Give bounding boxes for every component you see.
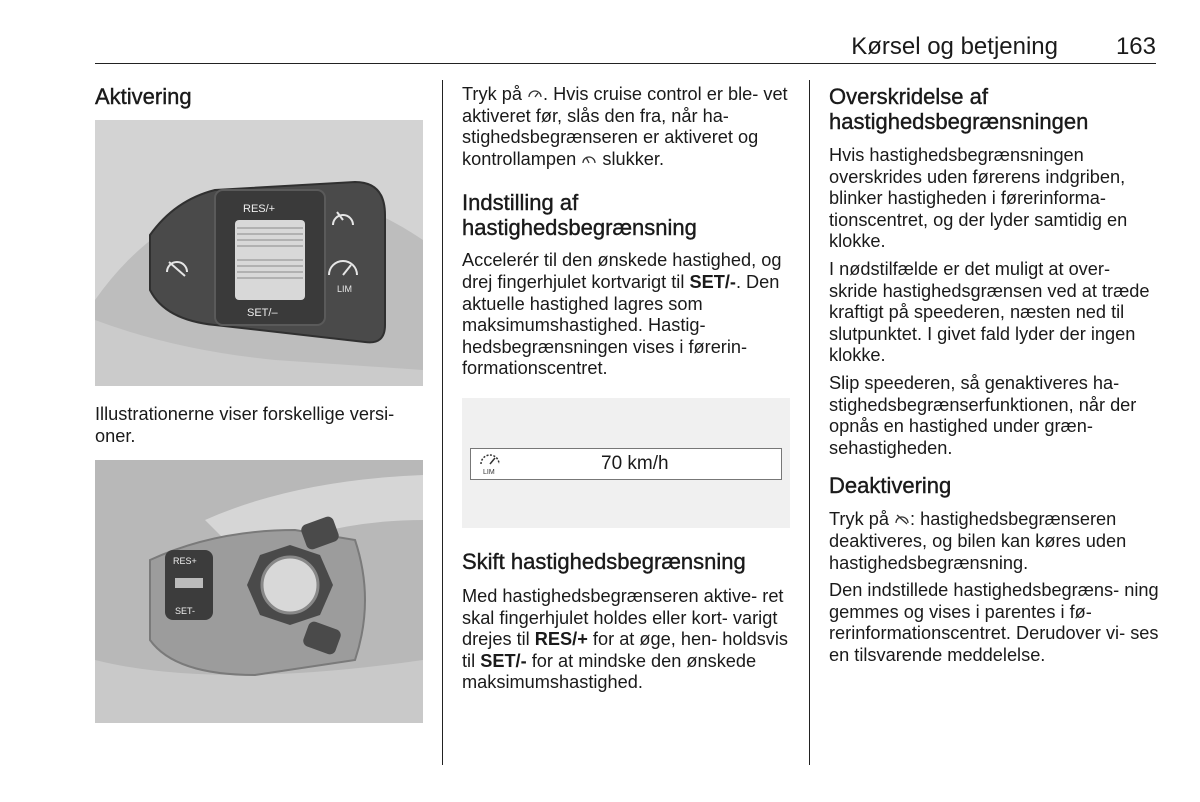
heading-aktivering: Aktivering xyxy=(95,84,192,109)
caption-text: Illustrationerne viser forskellige versi- oner. xyxy=(95,404,395,446)
steering-wheel-controls-photo-1 xyxy=(95,120,423,386)
page-header xyxy=(95,33,1156,64)
paragraph-deaktivering-2: Den indstillede hastighedsbegræns- ning gemmes og vises i parentes i fø- rerinformationscentret. Derudover vi- ses en tilsvarende meddelelse. xyxy=(829,580,1159,665)
column-left xyxy=(95,84,423,109)
intro-paragraph: Tryk på . Hvis cruise control er ble- vet aktiveret før, slås den fra, når ha- stighedsbegrænseren er aktiveret og kontrollampen slukker. xyxy=(462,84,788,169)
caption xyxy=(95,404,425,447)
cruise-control-icon xyxy=(581,152,597,166)
driver-info-display xyxy=(462,398,790,528)
res-label: RES+ xyxy=(173,556,197,566)
limiter-off-icon xyxy=(894,512,910,526)
column-divider xyxy=(442,80,443,765)
res-label: RES/+ xyxy=(243,203,276,215)
paragraph-overskridelse-3: Slip speederen, så genaktiveres ha- stighedsbegrænserfunktionen, når der opnås en hastighed under græn- sehastigheden. xyxy=(829,372,1137,458)
speed-limiter-icon xyxy=(527,87,543,101)
lim-label: LIM xyxy=(337,284,353,294)
heading-deaktivering: Deaktivering xyxy=(829,473,952,499)
steering-wheel-controls-photo-2 xyxy=(95,460,423,723)
set-label: SET/– xyxy=(247,307,278,319)
speed-value: 70 km/h xyxy=(601,453,669,474)
paragraph-overskridelse-1: Hvis hastighedsbegrænsningen overskrides uden førerens indgriben, blinker hastigheden i førerinforma- tionscentret, og der lyder samtidig en klokke. xyxy=(829,145,1128,252)
heading-indstilling: Indstilling af hastighedsbegrænsning xyxy=(462,190,697,241)
lim-label: LIM xyxy=(483,469,495,476)
paragraph-skift: Med hastighedsbegrænseren aktive- ret skal fingerhjulet holdes eller kort- varigt drejes til RES/+ for at øge, hen- holdsvis til SET/- for at mindske den ønskede maksimumshastighed. xyxy=(462,586,789,693)
column-middle-bottom xyxy=(462,549,792,694)
paragraph-indstilling: Accelerér til den ønskede hastighed, og drej fingerhjulet kortvarigt til SET/-. Den aktuelle hastighed lagres som maksimumshastighed. Hastig- hedsbegrænsningen vises i førerin- formationscentret. xyxy=(462,250,782,379)
column-middle xyxy=(462,84,792,380)
page-number: 163 xyxy=(1115,33,1156,60)
speed-field xyxy=(470,448,782,480)
paragraph-overskridelse-2: I nødstilfælde er det muligt at over- skride hastighedsgrænsen ved at træde kraftigt på speederen, næsten ned til slutpunktet. I givet fald lyder der ingen klokke. xyxy=(829,258,1150,366)
paragraph-deaktivering-1: Tryk på : hastighedsbegrænseren deaktiveres, og bilen kan køres uden hastighedsbegrænsning. xyxy=(829,509,1127,573)
set-label: SET- xyxy=(175,606,196,616)
heading-skift: Skift hastighedsbegrænsning xyxy=(462,549,746,574)
section-title: Kørsel og betjening xyxy=(851,33,1058,60)
column-right xyxy=(829,84,1159,666)
speed-limiter-icon xyxy=(477,452,505,476)
heading-overskridelse: Overskridelse af hastighedsbegrænsningen xyxy=(829,84,1089,134)
column-divider xyxy=(809,80,810,765)
